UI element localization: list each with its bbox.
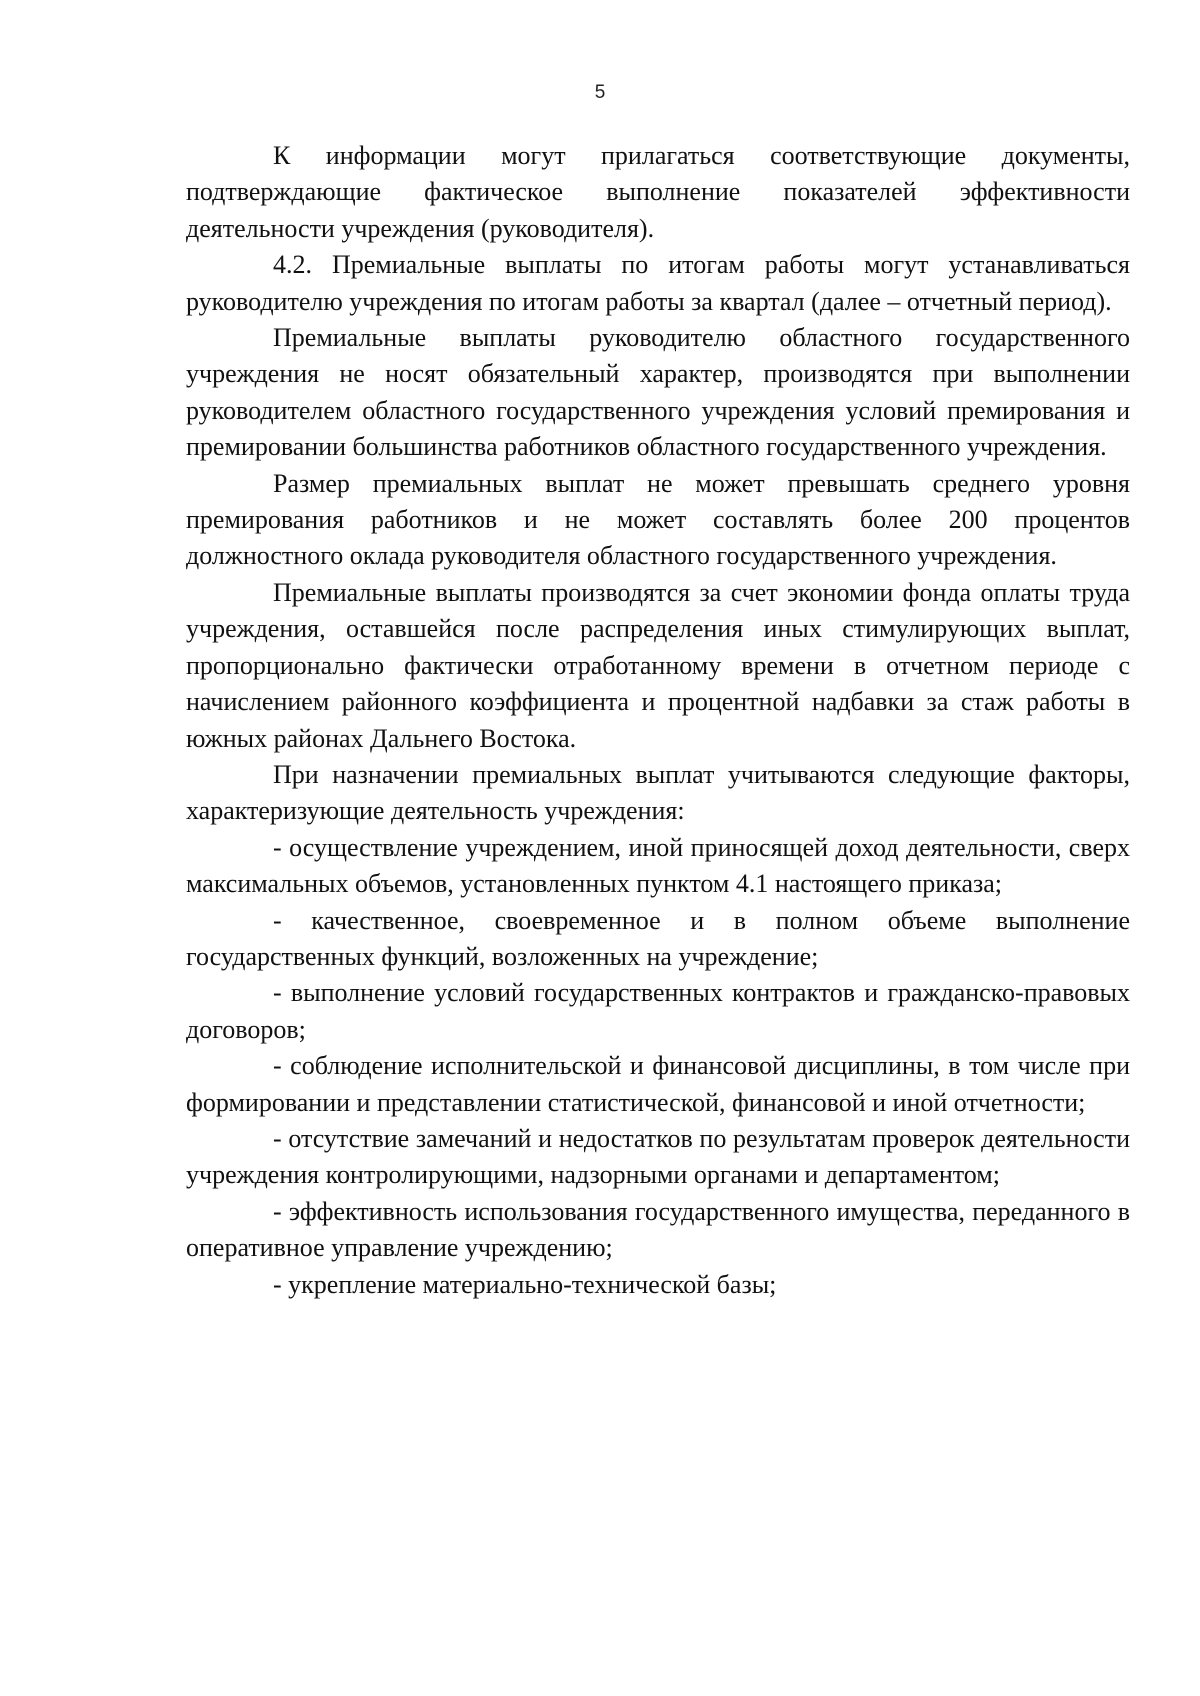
paragraph-4-2: 4.2. Премиальные выплаты по итогам работы могут устанавливаться руководителю учреждения по итогам работы за квартал (далее – отчетный период). [186, 250, 1130, 316]
list-item-material-base: - укрепление материально-технической базы; [273, 1269, 777, 1299]
list-item-discipline: - соблюдение исполнительской и финансовой дисциплины, в том числе при формировании и представлении статистической, финансовой и иной отчетности; [186, 1051, 1130, 1117]
document-body [186, 138, 1130, 1303]
list-item-property-use: - эффективность использования государственного имущества, переданного в оперативное управление учреждению; [186, 1196, 1130, 1263]
paragraph-bonus-not-mandatory: Премиальные выплаты руководителю областного государственного учреждения не носят обязательный характер, производятся при выполнении руководителем областного государственного учреждения условий премирования и премировании большинства работников областного государственного учреждения. [186, 323, 1130, 462]
list-item-state-functions: - качественное, своевременное и в полном объеме выполнение государственных функций, возложенных на учреждение; [186, 905, 1130, 971]
list-item-contracts: - выполнение условий государственных контрактов и гражданско-правовых договоров; [186, 978, 1130, 1044]
list-item-no-remarks: - отсутствие замечаний и недостатков по результатам проверок деятельности учреждения контролирующими, надзорными органами и департаментом; [186, 1123, 1130, 1190]
paragraph-bonus-size: Размер премиальных выплат не может превышать среднего уровня премирования работников и не может составлять более 200 процентов должностного оклада руководителя областного государственного учреждения. [186, 468, 1130, 571]
page-number: 5 [594, 82, 606, 103]
list-item-income-activity: - осуществление учреждением, иной приносящей доход деятельности, сверх максимальных объемов, установленных пунктом 4.1 настоящего приказа; [186, 832, 1130, 899]
paragraph-attachments: К информации могут прилагаться соответствующие документы, подтверждающие фактическое выполнение показателей эффективности деятельности учреждения (руководителя). [186, 141, 1130, 243]
paragraph-factors-intro: При назначении премиальных выплат учитываются следующие факторы, характеризующие деятельность учреждения: [186, 759, 1130, 826]
paragraph-bonus-source: Премиальные выплаты производятся за счет экономии фонда оплаты труда учреждения, оставшейся после распределения иных стимулирующих выплат, пропорционально фактически отработанному времени в отчетном периоде с начислением районного коэффициента и процентной надбавки за стаж работы в южных районах Дальнего Востока. [186, 577, 1130, 753]
